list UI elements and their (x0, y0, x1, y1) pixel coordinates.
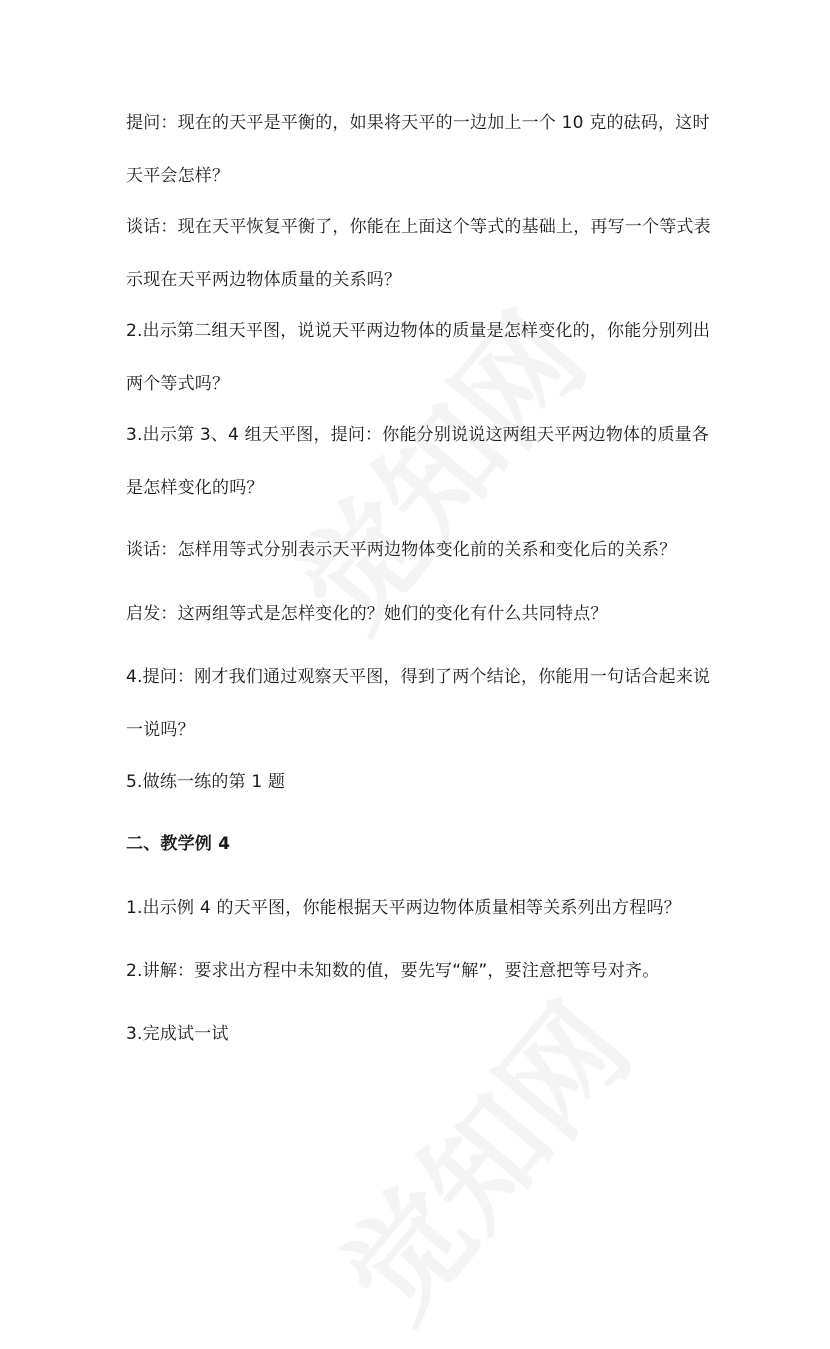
section-heading: 二、教学例 4 (126, 834, 231, 854)
paragraph-item-5: 5.做练一练的第 1 题 (126, 772, 286, 792)
paragraph-example-2: 2.讲解：要求出方程中未知数的值，要先写“解”，要注意把等号对齐。 (126, 961, 660, 981)
paragraph-example-3: 3.完成试一试 (126, 1024, 229, 1044)
paragraph-talk-equation: 谈话：怎样用等式分别表示天平两边物体变化前的关系和变化后的关系？ (126, 540, 677, 560)
paragraph-talk-rebalance: 谈话：现在天平恢复平衡了，你能在上面这个等式的基础上，再写一个等式表示现在天平两边物体质量的关系吗？ (126, 217, 711, 290)
paragraph-item-2: 2.出示第二组天平图，说说天平两边物体的质量是怎样变化的，你能分别列出两个等式吗？ (126, 321, 711, 394)
paragraph-item-3: 3.出示第 3、4 组天平图，提问：你能分别说说这两组天平两边物体的质量各是怎样变化的吗？ (126, 425, 710, 498)
paragraph-item-4: 4.提问：刚才我们通过观察天平图，得到了两个结论，你能用一句话合起来说一说吗？ (126, 667, 711, 740)
paragraph-example-1: 1.出示例 4 的天平图，你能根据天平两边物体质量相等关系列出方程吗？ (126, 898, 681, 918)
paragraph-inspire: 启发：这两组等式是怎样变化的？她们的变化有什么共同特点？ (126, 604, 608, 624)
paragraph-question-balance: 提问：现在的天平是平衡的，如果将天平的一边加上一个 10 克的砝码，这时天平会怎样？ (126, 113, 710, 186)
